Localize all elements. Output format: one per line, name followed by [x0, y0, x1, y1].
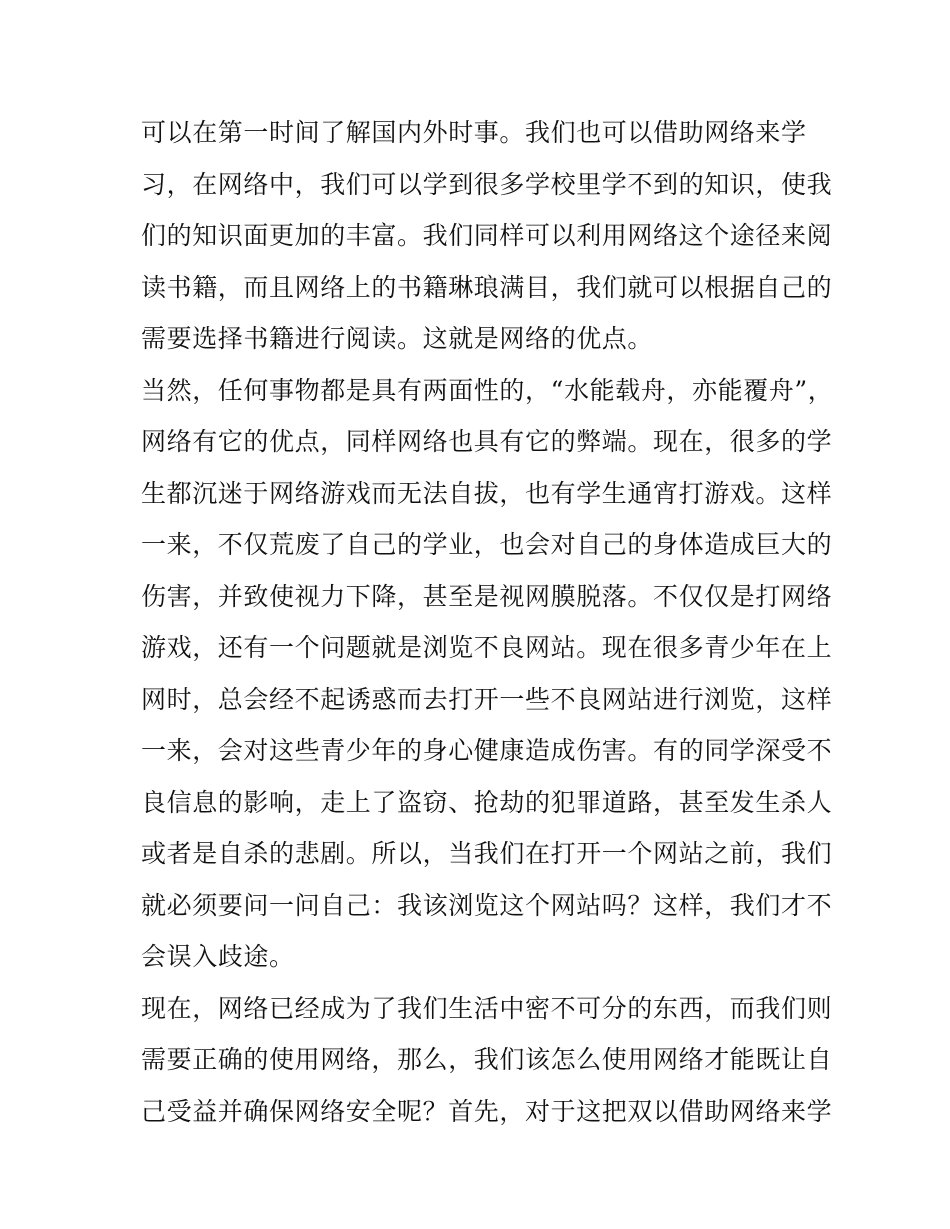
text-line: 己受益并确保网络安全呢？首先，对于这把双以借助网络来学	[141, 1096, 833, 1126]
text-line: 现在，网络已经成为了我们生活中密不可分的东西，而我们则	[141, 993, 833, 1023]
text-line: 伤害，并致使视力下降，甚至是视网膜脱落。不仅仅是打网络	[141, 581, 833, 611]
text-line: 会误入歧途。	[141, 942, 295, 971]
text-line: 网时，总会经不起诱惑而去打开一些不良网站进行浏览，这样	[141, 684, 833, 714]
text-line: 一来，不仅荒废了自己的学业，也会对自己的身体造成巨大的	[141, 530, 833, 559]
text-line: 一来，会对这些青少年的身心健康造成伤害。有的同学深受不	[141, 736, 833, 765]
text-line: 当然，任何事物都是具有两面性的，“水能载舟，亦能覆舟”，	[141, 375, 834, 405]
text-line: 就必须要问一问自己：我该浏览这个网站吗？这样，我们才不	[141, 890, 833, 920]
text-line: 游戏，还有一个问题就是浏览不良网站。现在很多青少年在上	[141, 633, 833, 662]
text-line: 或者是自杀的悲剧。所以，当我们在打开一个网站之前，我们	[141, 839, 833, 868]
text-line: 需要正确的使用网络，那么，我们该怎么使用网络才能既让自	[141, 1045, 833, 1074]
text-line: 可以在第一时间了解国内外时事。我们也可以借助网络来学	[141, 118, 807, 147]
text-line: 习，在网络中，我们可以学到很多学校里学不到的知识，使我	[141, 169, 833, 199]
text-line: 生都沉迷于网络游戏而无法自拔，也有学生通宵打游戏。这样	[141, 478, 833, 508]
text-line: 读书籍，而且网络上的书籍琳琅满目，我们就可以根据自己的	[141, 272, 833, 302]
text-line: 需要选择书籍进行阅读。这就是网络的优点。	[141, 324, 654, 353]
text-line: 网络有它的优点，同样网络也具有它的弊端。现在，很多的学	[141, 427, 833, 456]
text-line: 良信息的影响，走上了盗窃、抢劫的犯罪道路，甚至发生杀人	[141, 787, 833, 817]
text-line: 们的知识面更加的丰富。我们同样可以利用网络这个途径来阅	[141, 221, 833, 250]
document-body-text	[141, 107, 834, 1137]
